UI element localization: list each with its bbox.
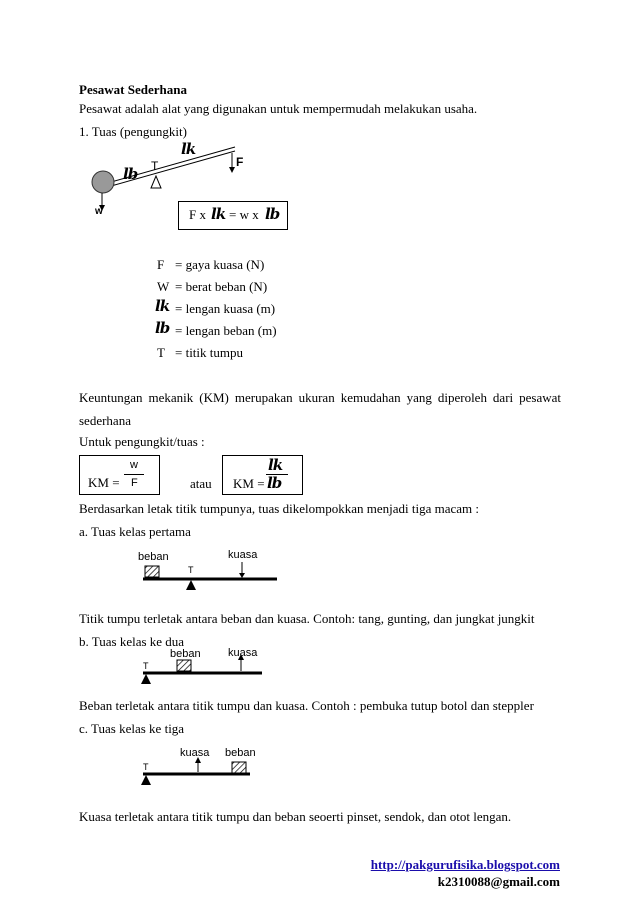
km1-denominator: F (131, 477, 138, 489)
km2-numerator: lk (268, 456, 283, 474)
class-a-beban-label: beban (138, 551, 169, 563)
km-paragraph-line2: sederhana (79, 413, 131, 428)
class-b-t-label: T (143, 661, 149, 671)
class-a-diagram (143, 562, 277, 590)
km-box-1 (79, 455, 160, 495)
footer-email: k2310088@gmail.com (437, 874, 560, 889)
fig1-t-label: T (151, 159, 159, 173)
km-paragraph-line1: Keuntungan mekanik (KM) merupakan ukuran kemudahan yang diperoleh dari pesawat (79, 390, 561, 405)
class-c-load (232, 762, 246, 773)
fig1-w-label: w (95, 206, 103, 217)
legend-sym-w: W (157, 279, 170, 294)
class-b-load (177, 660, 191, 671)
fig1-lb-label: lb (123, 165, 138, 183)
intro-text: Pesawat adalah alat yang digunakan untuk mempermudah melakukan usaha. (79, 101, 478, 116)
legend-desc-lk: = lengan kuasa (m) (175, 301, 276, 316)
fulcrum-triangle (151, 176, 161, 188)
class-c-description: Kuasa terletak antara titik tumpu dan beban seoerti pinset, sendok, dan otot lengan. (79, 809, 512, 824)
legend-desc-f: = gaya kuasa (N) (175, 257, 265, 272)
class-b-fulcrum (141, 674, 151, 684)
km-for-tuas: Untuk pengungkit/tuas : (79, 434, 205, 449)
fig1-lk-label: lk (181, 140, 196, 158)
legend-sym-lk: lk (155, 297, 170, 315)
legend-sym-t: T (157, 345, 165, 360)
footer-url-link[interactable]: http://pakgurufisika.blogspot.com (370, 857, 560, 872)
km2-denominator: lb (267, 474, 282, 492)
class-a-load (145, 566, 159, 577)
km1-numerator: w (130, 459, 138, 471)
class-a-description: Titik tumpu terletak antara beban dan kuasa. Contoh: tang, gunting, dan jungkat jungkit (79, 611, 535, 626)
fig1-f-label: F (236, 155, 244, 169)
class-c-kuasa-label: kuasa (180, 747, 210, 759)
km-box-2 (222, 455, 303, 495)
formula-box (178, 201, 288, 230)
class-c-t-label: T (143, 762, 149, 772)
atau-text: atau (190, 476, 212, 491)
class-c-diagram (141, 757, 250, 785)
formula-mid: = w x (229, 207, 259, 222)
km1-fraction-bar (124, 474, 144, 475)
class-a-title: a. Tuas kelas pertama (79, 524, 191, 539)
km2-label: KM = (233, 476, 265, 491)
class-a-t-label: T (188, 565, 194, 575)
legend-desc-t: = titik tumpu (175, 345, 244, 360)
page-title: Pesawat Sederhana (79, 82, 187, 97)
class-a-fulcrum (186, 580, 196, 590)
legend-sym-lb: lb (155, 319, 170, 337)
class-b-beban-label: beban (170, 648, 201, 660)
section-tuas-heading: 1. Tuas (pengungkit) (79, 124, 187, 139)
class-a-kuasa-label: kuasa (228, 549, 258, 561)
formula-lb: lb (265, 205, 280, 223)
classify-text: Berdasarkan letak titik tumpunya, tuas dikelompokkan menjadi tiga macam : (79, 501, 480, 516)
load-ball (92, 171, 114, 193)
km1-label: KM = (88, 475, 120, 490)
formula-lk: lk (211, 205, 226, 223)
legend-desc-lb: = lengan beban (m) (175, 323, 277, 338)
class-b-kuasa-label: kuasa (228, 647, 258, 659)
legend-sym-f: F (157, 257, 165, 272)
class-b-title: b. Tuas kelas ke dua (79, 634, 185, 649)
formula-left: F x (189, 207, 206, 222)
class-b-description: Beban terletak antara titik tumpu dan kuasa. Contoh : pembuka tutup botol dan steppler (79, 698, 534, 713)
legend-desc-w: = berat beban (N) (175, 279, 268, 294)
footer-url-wrapper (371, 857, 560, 873)
class-c-title: c. Tuas kelas ke tiga (79, 721, 185, 736)
class-c-beban-label: beban (225, 747, 256, 759)
class-c-fulcrum (141, 775, 151, 785)
